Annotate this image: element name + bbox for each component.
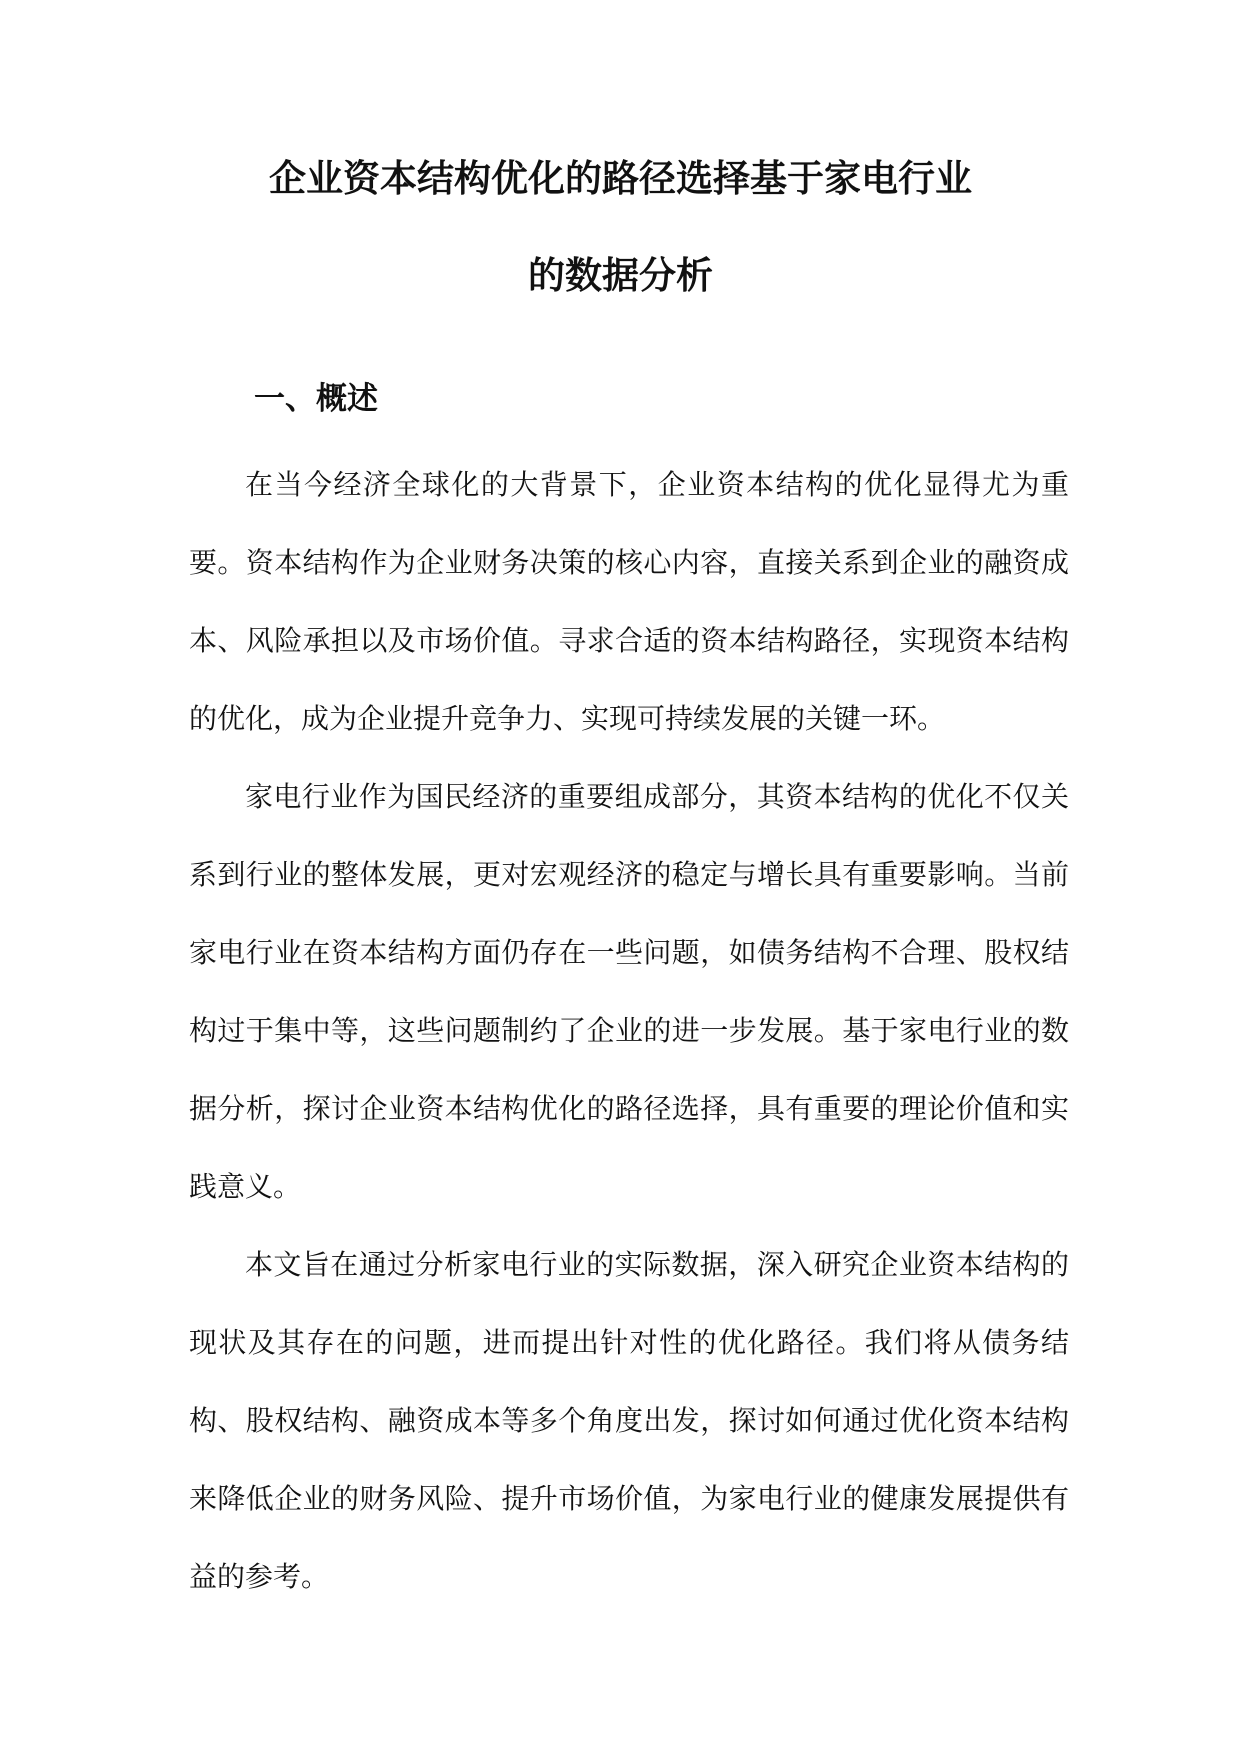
body-paragraph-3: 本文旨在通过分析家电行业的实际数据，深入研究企业资本结构的现状及其存在的问题，进而提出针对性的优化路径。我们将从债务结构、股权结构、融资成本等多个角度出发，探讨如何通过优化资本结构来降低企业的财务风险、提升市场价值，为家电行业的健康发展提供有益的参考。 [189,1248,1069,1593]
body-paragraph-1: 在当今经济全球化的大背景下，企业资本结构的优化显得尤为重要。资本结构作为企业财务决策的核心内容，直接关系到企业的融资成本、风险承担以及市场价值。寻求合适的资本结构路径，实现资本结构的优化，成为企业提升竞争力、实现可持续发展的关键一环。 [189,468,1069,735]
document-title-line-1: 企业资本结构优化的路径选择基于家电行业 [269,156,972,200]
section-heading: 一、概述 [254,381,378,417]
body-paragraph-2: 家电行业作为国民经济的重要组成部分，其资本结构的优化不仅关系到行业的整体发展，更对宏观经济的稳定与增长具有重要影响。当前家电行业在资本结构方面仍存在一些问题，如债务结构不合理、股权结构过于集中等，这些问题制约了企业的进一步发展。基于家电行业的数据分析，探讨企业资本结构优化的路径选择，具有重要的理论价值和实践意义。 [189,780,1069,1203]
document-title-line-2: 的数据分析 [528,253,713,297]
